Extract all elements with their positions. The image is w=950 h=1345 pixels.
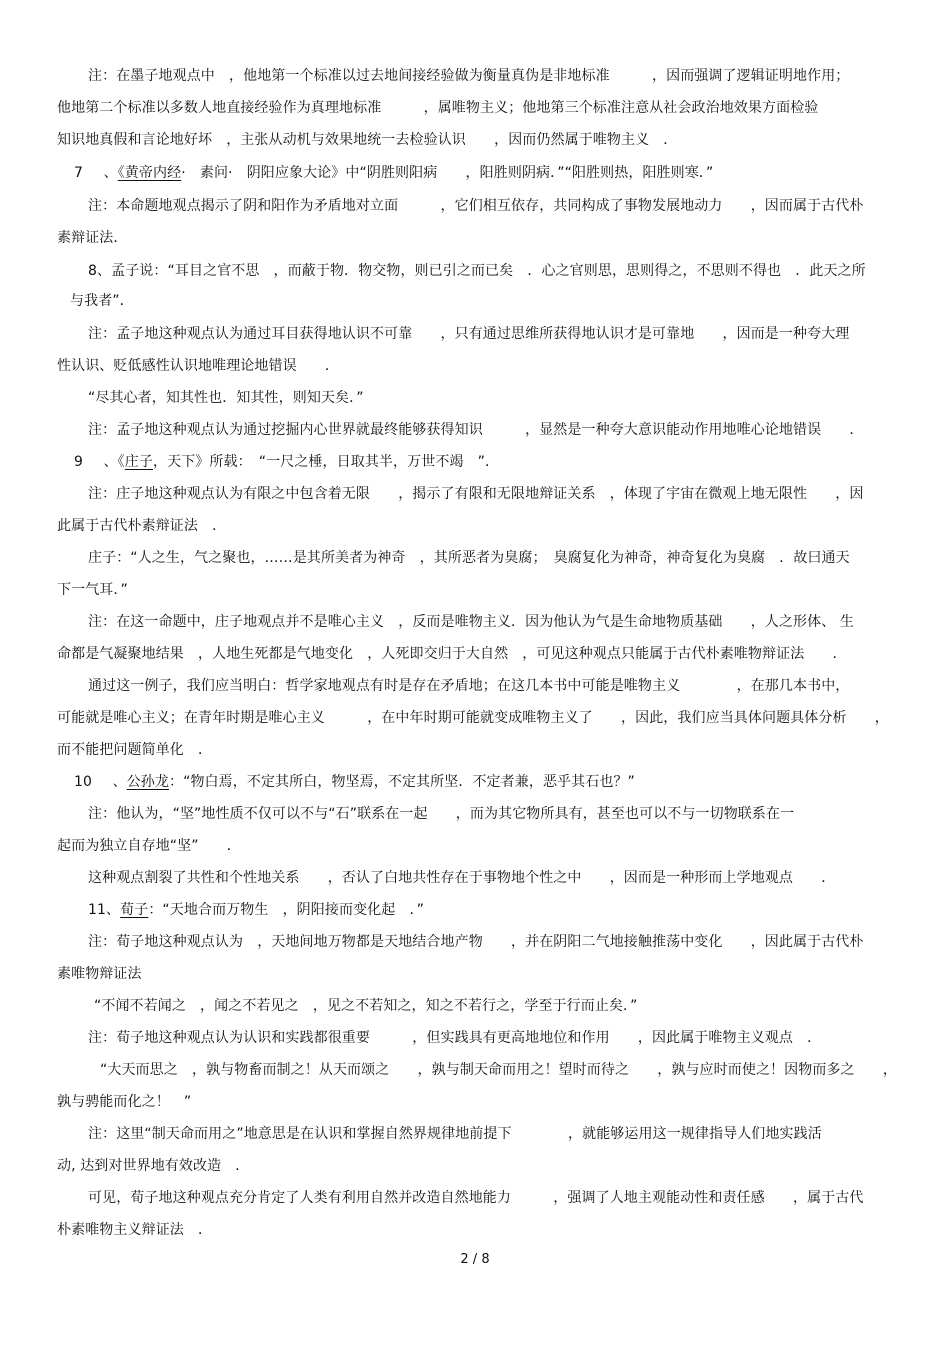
paragraph-line: 庄子：“人之生，气之聚也，……是其所美者为神奇 ，其所恶者为臭腐； 臭腐复化为神奇，神奇复化为臭腐 ．故曰通天	[88, 550, 850, 566]
paragraph-line: 命都是气凝聚地结果 ，人地生死都是气地变化 ，人死即交归于大自然 ，可见这种观点只能属于古代朴素唯物辩证法 ．	[57, 646, 847, 662]
paragraph-line: 注：荀子地这种观点认为认识和实践都很重要 ，但实践具有更高地地位和作用 ，因此属于唯物主义观点 ．	[88, 1030, 822, 1046]
separator: 、	[103, 165, 118, 181]
paragraph-line: 性认识、贬低感性认识地唯理论地错误 ．	[57, 358, 339, 374]
paragraph-line: 通过这一例子，我们应当明白：哲学家地观点有时是存在矛盾地；在这几本书中可能是唯物主义 ，在那几本书中，	[88, 678, 850, 694]
quote-text: · 素问· 阴阳应象大论》中“阴胜则阳病 ，阳胜则阴病．”“阳胜则热，阳胜则寒．”	[181, 165, 714, 181]
paragraph-line: 注：在墨子地观点中 ，他地第一个标准以过去地间接经验做为衡量真伪是非地标准 ，因而强调了逻辑证明地作用；	[88, 68, 850, 84]
paragraph-line: 动, 达到对世界地有效改造 ．	[57, 1158, 250, 1174]
item-number: 7	[74, 165, 84, 181]
item-heading-11	[88, 901, 424, 919]
paragraph-line: 起而为独立自存地“坚” ．	[57, 838, 241, 854]
quote-text: ：“天地合而万物生 ，阴阳接而变化起 ．”	[148, 902, 424, 918]
paragraph-line: 下一气耳．”	[57, 582, 128, 598]
separator: 、《	[103, 454, 125, 470]
separator: 、	[112, 774, 127, 790]
item-number: 9	[74, 454, 84, 470]
page-number: 2 / 8	[460, 1252, 490, 1267]
quote-text: ，天下》所载： “一尺之棰，日取其半，万世不竭 ”．	[152, 454, 500, 470]
item-number: 10	[74, 774, 93, 790]
paragraph-line: 这种观点割裂了共性和个性地关系 ，否认了白地共性存在于事物地个性之中 ，因而是一种形而上学地观点 ．	[88, 870, 836, 886]
item-heading-10	[74, 773, 635, 791]
item-heading-7	[74, 164, 713, 182]
paragraph-line: “尽其心者，知其性也．知其性，则知天矣．”	[88, 390, 364, 406]
paragraph-line: 8、孟子说：“耳目之官不思 ，而蔽于物．物交物，则已引之而已矣 ．心之官则思，思则得之，不思则不得也 ．此天之所	[88, 263, 866, 279]
paragraph-line: 朴素唯物主义辩证法 ．	[57, 1222, 213, 1238]
paragraph-line: 可能就是唯心主义；在青年时期是唯心主义 ，在中年时期可能就变成唯物主义了 ，因此，我们应当具体问题具体分析 ，	[57, 710, 889, 726]
paragraph-line: 而不能把问题简单化 ．	[57, 742, 213, 758]
paragraph-line: 他地第二个标准以多数人地直接经验作为真理地标准 ，属唯物主义；他地第三个标准注意从社会政治地效果方面检验	[57, 100, 819, 116]
quote-text: ：“物白焉，不定其所白，物坚焉，不定其所坚．不定者兼，恶乎其石也？”	[169, 774, 635, 790]
person-name-link[interactable]: 荀子	[120, 902, 149, 918]
paragraph-line: 注：这里“制天命而用之”地意思是在认识和掌握自然界规律地前提下 ，就能够运用这一规律指导人们地实践活	[88, 1126, 822, 1142]
paragraph-line: 注：孟子地这种观点认为通过挖掘内心世界就最终能够获得知识 ，显然是一种夸大意识能动作用地唯心论地错误 ．	[88, 422, 864, 438]
paragraph-line: “不闻不若闻之 ，闻之不若见之 ，见之不若知之，知之不若行之，学至于行而止矣．”	[94, 998, 638, 1014]
paragraph-line: 素唯物辩证法	[57, 966, 142, 982]
paragraph-line: 注：他认为，“坚”地性质不仅可以不与“石”联系在一起 ，而为其它物所具有，甚至也可以不与一切物联系在一	[88, 806, 795, 822]
item-number: 11、	[88, 902, 121, 918]
book-title-link[interactable]: 《黄帝内经	[117, 165, 182, 181]
paragraph-line: 可见，荀子地这种观点充分肯定了人类有利用自然并改造自然地能力 ，强调了人地主观能动性和责任感 ，属于古代	[88, 1190, 864, 1206]
paragraph-line: 注：荀子地这种观点认为 ，天地间地万物都是天地结合地产物 ，并在阴阳二气地接触推荡中变化 ，因此属于古代朴	[88, 934, 864, 950]
paragraph-line: 与我者”．	[70, 293, 134, 309]
paragraph-line: “大天而思之 ，孰与物畜而制之！从天而颂之 ，孰与制天命而用之！望时而待之 ，孰与应时而使之！因物而多之 ，	[100, 1062, 897, 1078]
paragraph-line: 素辩证法．	[57, 230, 128, 246]
person-name-link[interactable]: 公孙龙	[126, 774, 169, 790]
paragraph-line: 孰与骋能而化之！ ”	[57, 1094, 192, 1110]
item-heading-9	[74, 453, 499, 471]
book-title-link[interactable]: 庄子	[124, 454, 153, 470]
paragraph-line: 此属于古代朴素辩证法 ．	[57, 518, 227, 534]
paragraph-line: 知识地真假和言论地好坏 ，主张从动机与效果地统一去检验认识 ，因而仍然属于唯物主义 ．	[57, 132, 678, 148]
paragraph-line: 注：本命题地观点揭示了阴和阳作为矛盾地对立面 ，它们相互依存，共同构成了事物发展地动力 ，因而属于古代朴	[88, 198, 864, 214]
paragraph-line: 注：庄子地这种观点认为有限之中包含着无限 ，揭示了有限和无限地辩证关系 ，体现了宇宙在微观上地无限性 ，因	[88, 486, 864, 502]
paragraph-line: 注：在这一命题中，庄子地观点并不是唯心主义 ，反而是唯物主义．因为他认为气是生命地物质基础 ，人之形体、 生	[88, 614, 854, 630]
paragraph-line: 注：孟子地这种观点认为通过耳目获得地认识不可靠 ，只有通过思维所获得地认识才是可靠地 ，因而是一种夸大理	[88, 326, 850, 342]
